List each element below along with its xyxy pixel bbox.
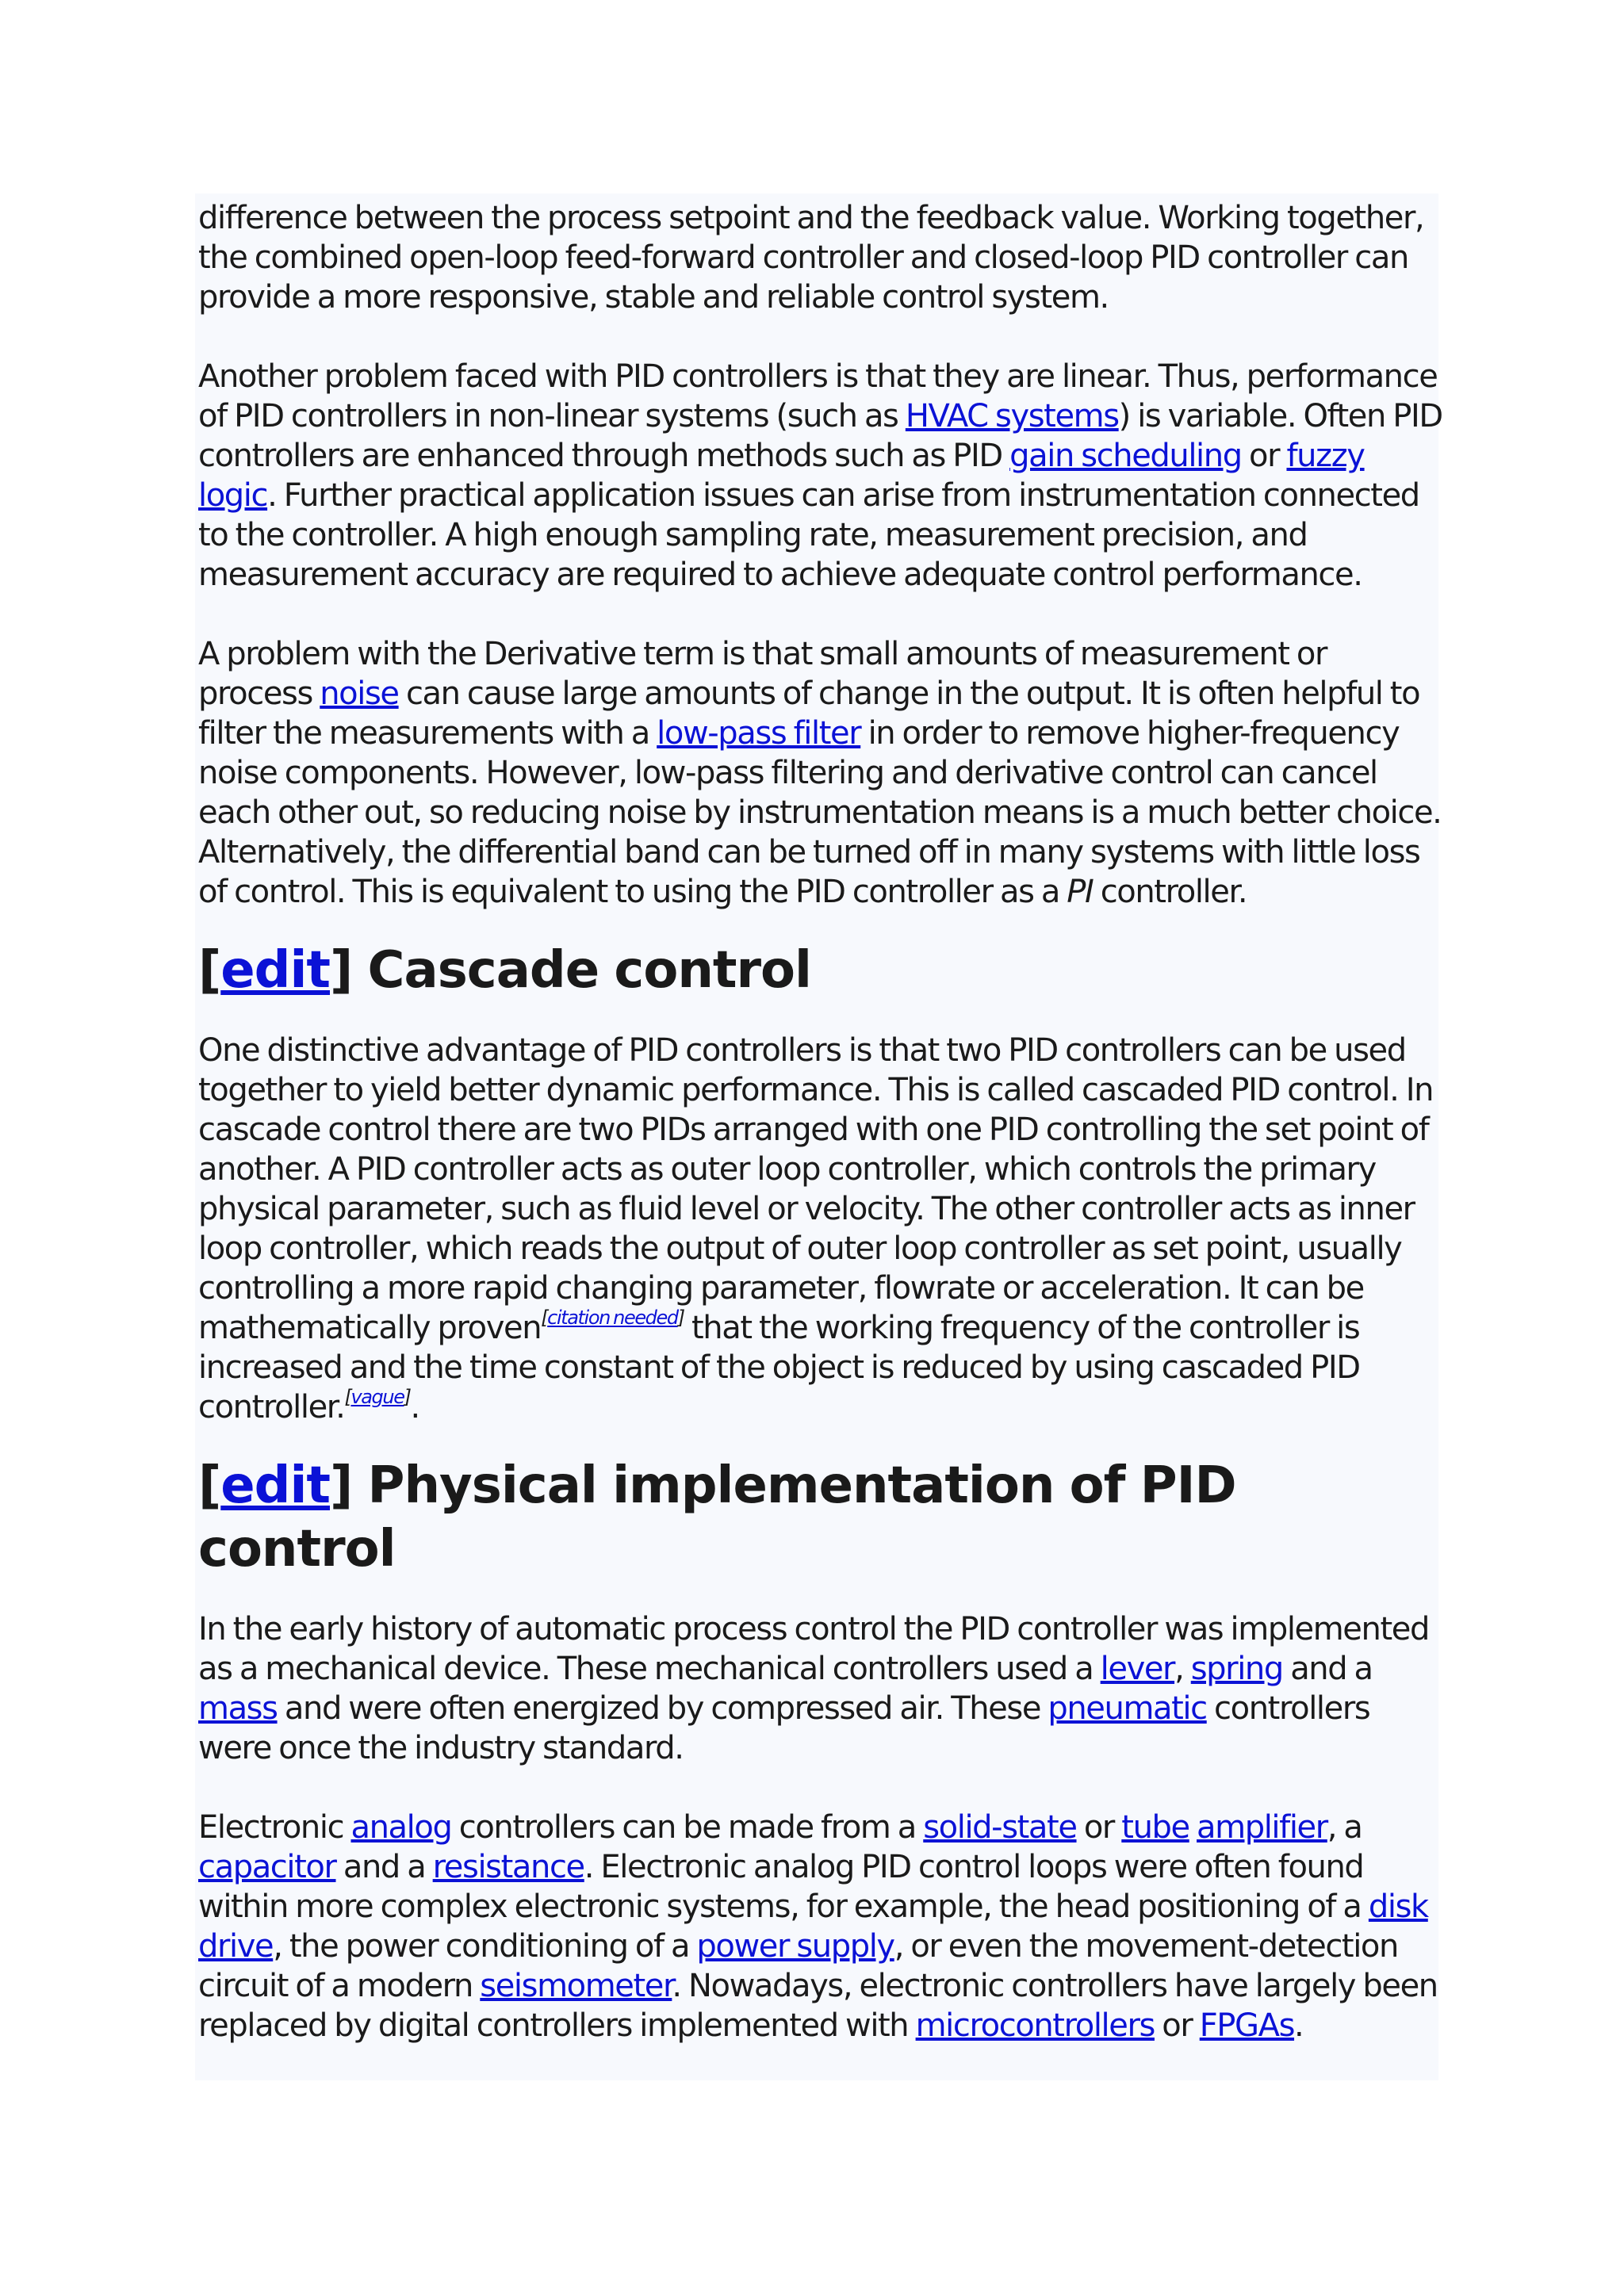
link-resistance[interactable]: resistance [432,1849,584,1885]
paragraph-mechanical: In the early history of automatic process control the PID controller was implemented as a mechanical device. These mechanical controllers used a lever, spring and a mass and were often energized by compressed air. These pneumatic controllers were once the industry standard. [198,1611,1429,1766]
link-fpgas[interactable]: FPGAs [1199,2007,1295,2044]
link-hvac-systems[interactable]: HVAC systems [905,398,1119,434]
vague-note: [vague] [344,1386,411,1408]
link-tube[interactable]: tube [1121,1809,1189,1846]
citation-needed-note: [citation needed] [541,1307,684,1329]
link-fuzzy-logic[interactable]: fuzzy logic [198,438,1365,514]
link-gain-scheduling[interactable]: gain scheduling [1009,438,1242,474]
link-citation-needed[interactable]: citation needed [547,1307,678,1329]
link-vague[interactable]: vague [350,1386,404,1408]
edit-link-cascade[interactable]: edit [220,941,330,1000]
paragraph-linearity: Another problem faced with PID controllers is that they are linear. Thus, performance of PID controllers in non-linear systems (such as HVAC systems) is variable. Often PID controllers are enhanced through methods such as PID gain scheduling or fuzzy logic. Further practical application issues can arise from instrumentation connected to the controller. A high enough sampling rate, measurement precision, and measurement accuracy are required to achieve adequate control performance. [198,358,1442,593]
link-solid-state[interactable]: solid-state [923,1809,1077,1846]
paragraph-cascade: One distinctive advantage of PID controllers is that two PID controllers can be used together to yield better dynamic performance. This is called cascaded PID control. In cascade control there are two PIDs arranged with one PID controlling the set point of another. A PID controller acts as outer loop controller, which controls the primary physical parameter, such as fluid level or velocity. The other controller acts as inner loop controller, which reads the output of outer loop controller as set point, usually controlling a more rapid changing parameter, flowrate or acceleration. It can be mathematically proven[citation needed] that the working frequency of the controller is increased and the time constant of the object is reduced by using cascaded PID controller.[vague]. [198,1032,1434,1425]
link-capacitor[interactable]: capacitor [198,1849,336,1885]
paragraph-derivative-noise: A problem with the Derivative term is that small amounts of measurement or process noise can cause large amounts of change in the output. It is often helpful to filter the measurements with a low-pass filter in order to remove higher-frequency noise components. However, low-pass filtering and derivative control can cancel each other out, so reducing noise by instrumentation means is a much better choice. Alternatively, the differential band can be turned off in many systems with little loss of control. This is equivalent to using the PID controller as a PI controller. [198,636,1442,910]
heading-cascade-control: [edit] Cascade control [198,941,811,1000]
link-low-pass-filter[interactable]: low-pass filter [657,715,861,752]
link-spring[interactable]: spring [1190,1651,1283,1687]
link-analog[interactable]: analog [350,1809,452,1846]
heading-physical-implementation: [edit] Physical implementation of PID control [198,1456,1236,1578]
link-seismometer[interactable]: seismometer [480,1968,672,2004]
paragraph-electronic: Electronic analog controllers can be made from a solid-state or tube amplifier, a capacitor and a resistance. Electronic analog PID control loops were often found within more complex electronic systems, for example, the head positioning of a disk drive, the power conditioning of a power supply, or even the movement-detection circuit of a modern seismometer. Nowadays, electronic controllers have largely been replaced by digital controllers implemented with microcontrollers or FPGAs. [198,1809,1438,2044]
link-microcontrollers[interactable]: microcontrollers [915,2007,1155,2044]
link-pneumatic[interactable]: pneumatic [1048,1690,1207,1727]
link-mass[interactable]: mass [198,1690,278,1727]
link-disk-drive[interactable]: disk drive [198,1888,1428,1965]
link-noise[interactable]: noise [320,675,399,712]
article-content [198,198,1443,2045]
link-amplifier[interactable]: amplifier [1197,1809,1327,1846]
edit-link-physical[interactable]: edit [220,1456,330,1515]
paragraph-feedforward: difference between the process setpoint and the feedback value. Working together, the combined open-loop feed-forward controller and closed-loop PID controller can provide a more responsive, stable and reliable control system. [198,200,1424,316]
link-lever[interactable]: lever [1100,1651,1175,1687]
link-power-supply[interactable]: power supply [696,1928,894,1965]
